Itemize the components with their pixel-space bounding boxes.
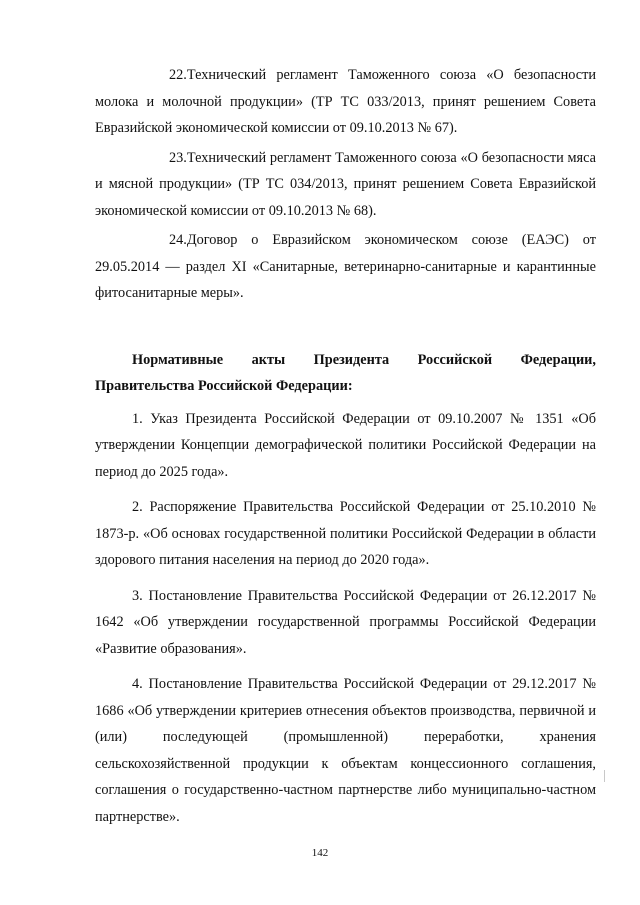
section-heading-line-1: Нормативные акты Президента Российской Федерации,	[132, 351, 596, 368]
section-item-2: 2. Распоряжение Правительства Российской Федерации от 25.10.2010 № 1873-р. «Об основах государственной политики Российской Федерации в области здорового питания населения на период до 2020 года».	[95, 499, 596, 568]
list-item-text: Технический регламент Таможенного союза «О безопасности молока и молочной продукции» (ТР ТС 033/2013, принят решением Совета Евразийской экономической комиссии от 09.10.2013 № 67).	[95, 67, 596, 136]
list-item-23	[95, 145, 596, 225]
list-item-22	[95, 62, 596, 142]
list-item-text: Договор о Евразийском экономическом союзе (ЕАЭС) от 29.05.2014 — раздел XI «Санитарные, ветеринарно-санитарные и карантинные фитосанитарные меры».	[95, 232, 596, 301]
section-item-4: 4. Постановление Правительства Российской Федерации от 29.12.2017 № 1686 «Об утверждении критериев отнесения объектов производства, первичной и (или) последующей (промышленной) переработки, хранения сельскохозяйственной продукции к объектам концессионного соглашения, соглашения о государственно-частном партнерстве либо муниципально-частном партнерстве».	[95, 676, 596, 825]
section-heading	[95, 347, 596, 400]
section-item-3: 3. Постановление Правительства Российской Федерации от 26.12.2017 № 1642 «Об утверждении государственной программы Российской Федерации «Развитие образования».	[95, 587, 596, 657]
scan-mark	[604, 770, 605, 782]
list-item-number: 24.	[169, 232, 187, 248]
page-content	[95, 62, 596, 833]
section-heading-line-2: Правительства Российской Федерации:	[95, 378, 353, 394]
page-number: 142	[311, 847, 329, 859]
list-item-text: Технический регламент Таможенного союза «О безопасности мяса и мясной продукции» (ТР ТС 034/2013, принят решением Совета Евразийской экономической комиссии от 09.10.2013 № 68).	[95, 149, 596, 219]
list-item-number: 23.	[169, 149, 187, 166]
section-item-1: 1. Указ Президента Российской Федерации от 09.10.2007 № 1351 «Об утверждении Концепции демографической политики Российской Федерации на период до 2025 года».	[95, 410, 596, 480]
list-item-24	[95, 227, 596, 307]
list-item-number: 22.	[169, 67, 187, 83]
